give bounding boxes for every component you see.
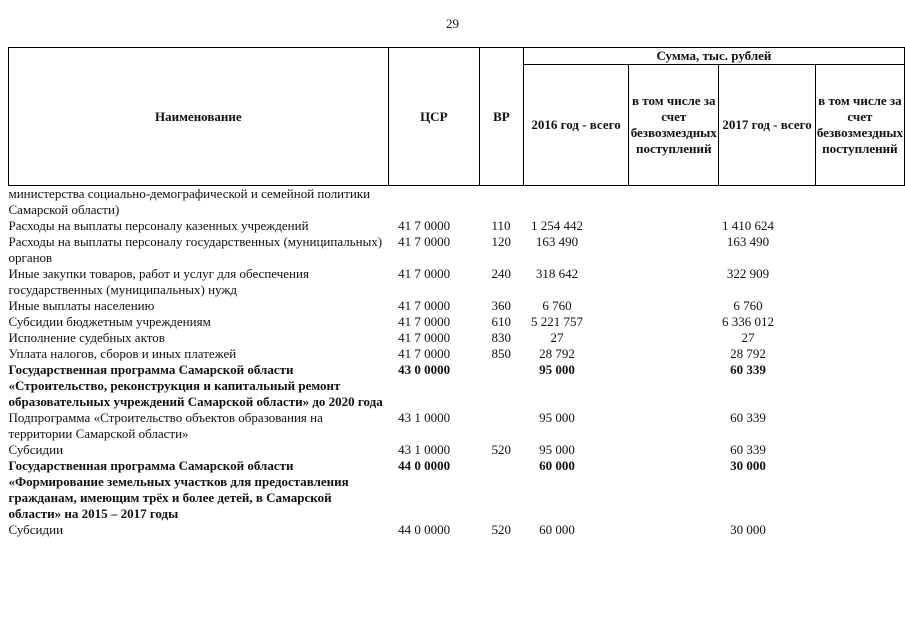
cell-csr: 41 7 0000	[398, 234, 451, 249]
table-row	[9, 458, 905, 522]
header-free-2016: в том числе за счет безвозмездных поступлений	[629, 65, 719, 186]
cell-f16	[629, 330, 719, 346]
cell-vr	[479, 186, 523, 219]
table-row	[9, 346, 905, 362]
cell-name: Исполнение судебных актов	[8, 330, 165, 345]
cell-vr	[479, 410, 523, 442]
cell-name: Субсидии бюджетным учреждениям	[8, 314, 211, 329]
table-row	[9, 330, 905, 346]
table-row	[9, 410, 905, 442]
cell-s16: 95 000	[539, 362, 575, 377]
table-header	[9, 48, 905, 186]
cell-f16	[629, 410, 719, 442]
cell-s16: 28 792	[539, 346, 575, 361]
cell-f16	[629, 186, 719, 219]
cell-name: Подпрограмма «Строительство объектов образования на территории Самарской области»	[8, 410, 323, 441]
table-row	[9, 442, 905, 458]
cell-s16: 60 000	[539, 458, 575, 473]
cell-vr: 850	[491, 346, 511, 361]
budget-table	[8, 47, 905, 538]
cell-f16	[629, 314, 719, 330]
cell-s17: 322 909	[726, 266, 770, 281]
header-csr: ЦСР	[388, 48, 479, 186]
cell-vr: 360	[491, 298, 511, 313]
cell-f16	[629, 218, 719, 234]
cell-name: Государственная программа Самарской области «Формирование земельных участков для предоставления гражданам, имеющим трёх и более детей, в Самарской области» на 2015 – 2017 годы	[8, 458, 349, 521]
table-row	[9, 362, 905, 410]
header-total-2017: 2017 год - всего	[719, 65, 816, 186]
cell-name: Государственная программа Самарской области «Строительство, реконструкция и капитальный ремонт образовательных учреждений Самарской области» до 2020 года	[8, 362, 383, 409]
cell-csr	[388, 186, 479, 219]
cell-csr: 41 7 0000	[398, 266, 451, 281]
header-vr: ВР	[479, 48, 523, 186]
cell-f17	[815, 410, 904, 442]
table-row	[9, 522, 905, 538]
cell-name: Уплата налогов, сборов и иных платежей	[8, 346, 237, 361]
cell-s16: 60 000	[539, 522, 575, 537]
cell-s17: 30 000	[730, 522, 766, 537]
cell-csr: 43 1 0000	[398, 410, 451, 425]
cell-s16: 1 254 442	[531, 218, 584, 233]
cell-f17	[815, 186, 904, 219]
cell-name: Иные выплаты населению	[8, 298, 155, 313]
cell-s17: 6 760	[733, 298, 763, 313]
table-row	[9, 298, 905, 314]
cell-f17	[815, 522, 904, 538]
cell-vr: 610	[491, 314, 511, 329]
cell-s17: 163 490	[726, 234, 770, 249]
cell-f17	[815, 346, 904, 362]
header-free-2017: в том числе за счет безвозмездных поступлений	[815, 65, 904, 186]
header-sum: Сумма, тыс. рублей	[523, 48, 904, 65]
page-number: 29	[446, 16, 459, 31]
cell-vr: 520	[491, 442, 511, 457]
cell-f16	[629, 522, 719, 538]
table-row	[9, 218, 905, 234]
cell-name: Субсидии	[8, 442, 64, 457]
cell-csr: 41 7 0000	[398, 330, 451, 345]
cell-f17	[815, 298, 904, 314]
table-row	[9, 186, 905, 219]
cell-s17: 27	[741, 330, 755, 345]
cell-s17: 28 792	[730, 346, 766, 361]
cell-s17: 60 339	[730, 442, 766, 457]
cell-s17: 30 000	[730, 458, 766, 473]
cell-f17	[815, 442, 904, 458]
cell-f17	[815, 314, 904, 330]
cell-vr: 520	[491, 522, 511, 537]
cell-f16	[629, 234, 719, 266]
cell-f17	[815, 458, 904, 522]
cell-f16	[629, 346, 719, 362]
cell-csr: 41 7 0000	[398, 346, 451, 361]
cell-f17	[815, 362, 904, 410]
cell-s16	[523, 186, 628, 219]
cell-s17: 60 339	[730, 362, 766, 377]
cell-f17	[815, 234, 904, 266]
cell-f17	[815, 266, 904, 298]
cell-csr: 44 0 0000	[398, 458, 451, 473]
cell-f17	[815, 218, 904, 234]
cell-s16: 318 642	[535, 266, 579, 281]
table-body	[9, 186, 905, 539]
cell-name: Иные закупки товаров, работ и услуг для обеспечения государственных (муниципальных) нужд	[8, 266, 309, 297]
cell-csr: 41 7 0000	[398, 314, 451, 329]
cell-s16: 95 000	[539, 410, 575, 425]
table-row	[9, 234, 905, 266]
cell-s16: 5 221 757	[531, 314, 584, 329]
cell-csr: 41 7 0000	[398, 218, 451, 233]
cell-name: Субсидии	[8, 522, 64, 537]
cell-s17: 60 339	[730, 410, 766, 425]
cell-csr: 41 7 0000	[398, 298, 451, 313]
cell-s17	[719, 186, 816, 219]
cell-f16	[629, 362, 719, 410]
cell-vr: 830	[491, 330, 511, 345]
cell-name: Расходы на выплаты персоналу государственных (муниципальных) органов	[8, 234, 383, 265]
cell-s16: 6 760	[542, 298, 572, 313]
cell-name: Расходы на выплаты персоналу казенных учреждений	[8, 218, 309, 233]
cell-s16: 163 490	[535, 234, 579, 249]
cell-csr: 43 0 0000	[398, 362, 451, 377]
cell-f16	[629, 442, 719, 458]
cell-vr: 240	[491, 266, 511, 281]
cell-name: министерства социально-демографической и семейной политики Самарской области)	[8, 186, 371, 217]
header-total-2016: 2016 год - всего	[523, 65, 628, 186]
cell-vr: 110	[491, 218, 511, 233]
header-name: Наименование	[9, 48, 389, 186]
cell-f16	[629, 458, 719, 522]
cell-vr	[479, 458, 523, 522]
cell-csr: 44 0 0000	[398, 522, 451, 537]
cell-vr	[479, 362, 523, 410]
cell-s16: 27	[550, 330, 564, 345]
cell-s17: 6 336 012	[722, 314, 775, 329]
cell-f16	[629, 266, 719, 298]
cell-s17: 1 410 624	[722, 218, 775, 233]
cell-vr: 120	[491, 234, 511, 249]
cell-f16	[629, 298, 719, 314]
cell-f17	[815, 330, 904, 346]
cell-csr: 43 1 0000	[398, 442, 451, 457]
cell-s16: 95 000	[539, 442, 575, 457]
table-row	[9, 266, 905, 298]
table-row	[9, 314, 905, 330]
